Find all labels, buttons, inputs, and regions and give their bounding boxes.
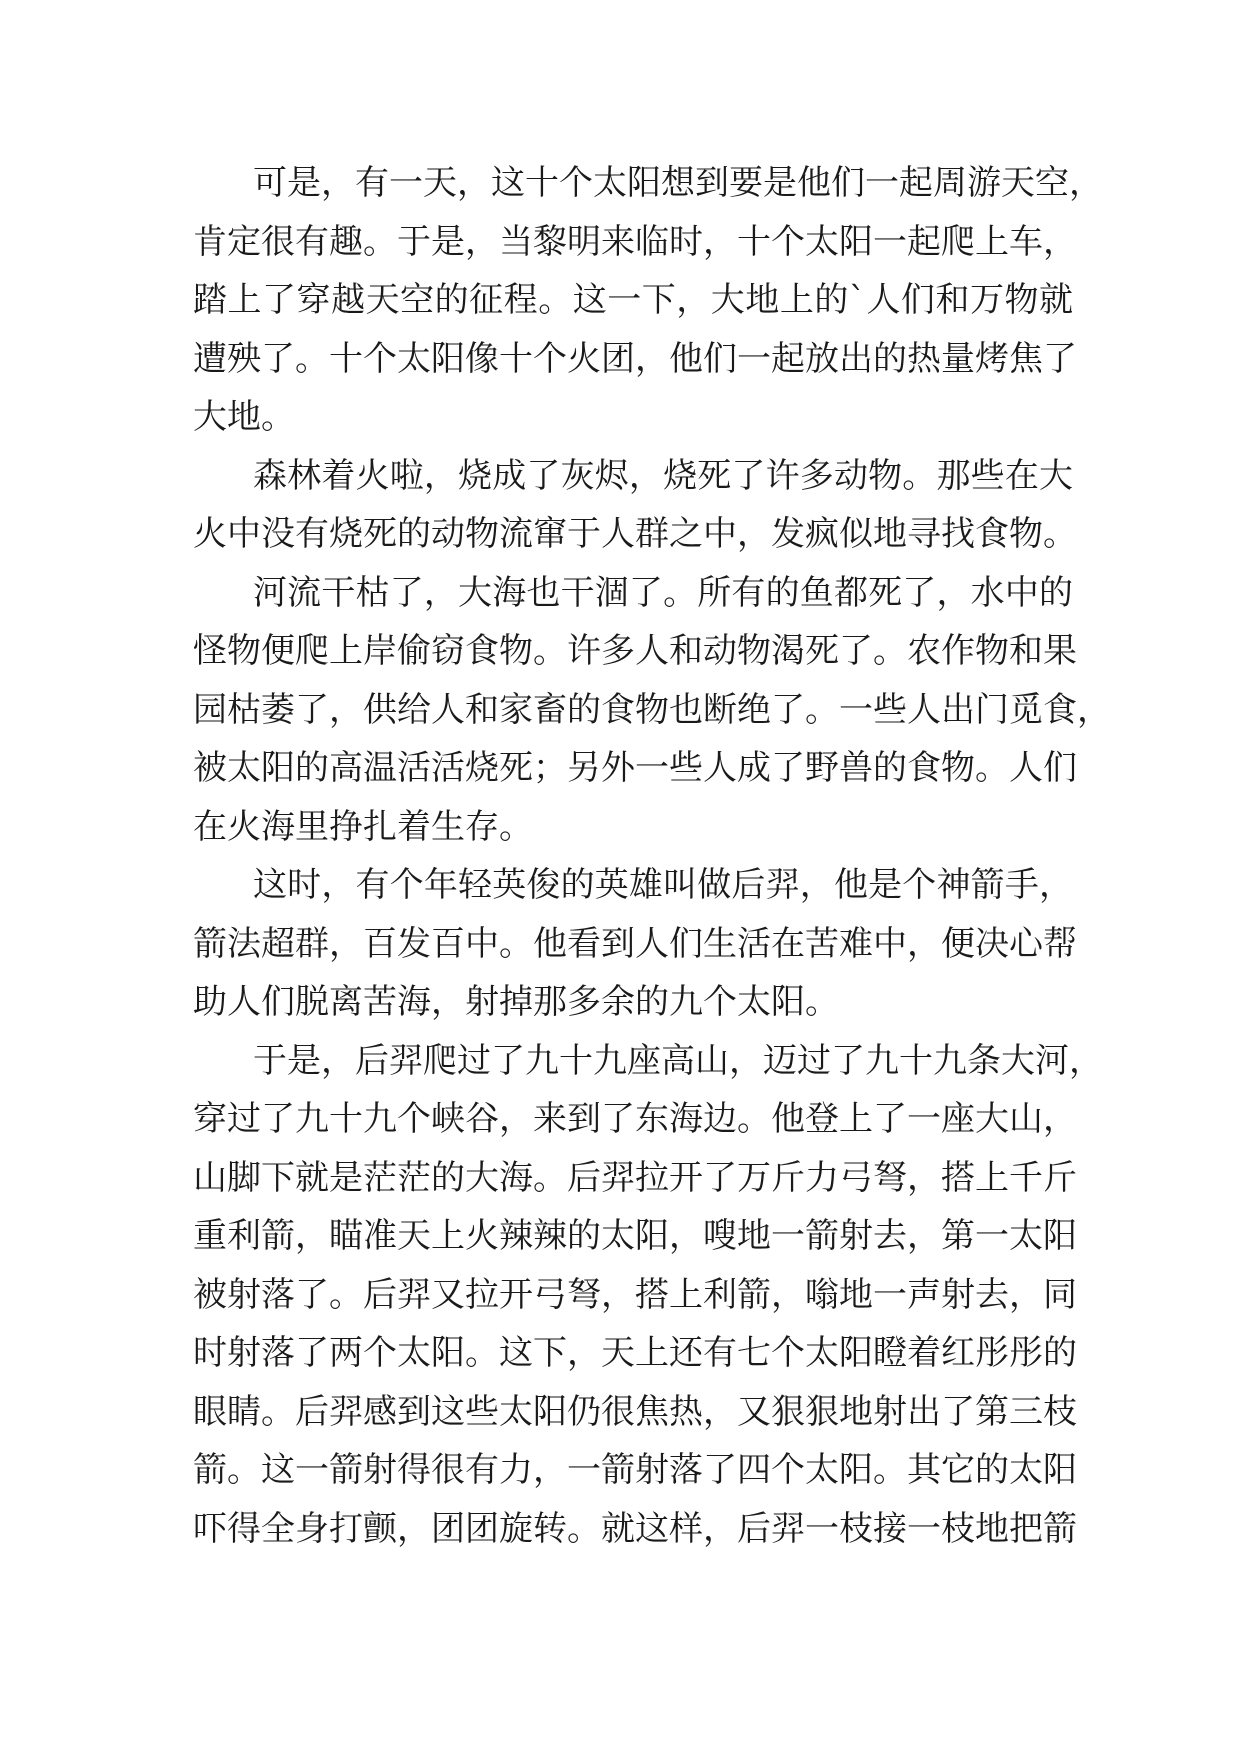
text-line: 被太阳的高温活活烧死；另外一些人成了野兽的食物。人们 bbox=[193, 748, 1077, 788]
text-line: 箭法超群，百发百中。他看到人们生活在苦难中，便决心帮 bbox=[193, 923, 1077, 964]
text-line: 可是，有一天，这十个太阳想到要是他们一起周游天空， bbox=[253, 163, 1103, 203]
text-line: 箭。这一箭射得很有力，一箭射落了四个太阳。其它的太阳 bbox=[193, 1450, 1077, 1490]
text-line: 穿过了九十九个峡谷，来到了东海边。他登上了一座大山， bbox=[193, 1099, 1077, 1139]
text-line: 森林着火啦，烧成了灰烬，烧死了许多动物。那些在大 bbox=[253, 455, 1073, 496]
text-line: 园枯萎了，供给人和家畜的食物也断绝了。一些人出门觅食， bbox=[193, 689, 1111, 730]
text-line: 遭殃了。十个太阳像十个火团，他们一起放出的热量烤焦了 bbox=[193, 338, 1077, 379]
text-line: 这时，有个年轻英俊的英雄叫做后羿，他是个神箭手， bbox=[253, 865, 1073, 905]
text-line: 怪物便爬上岸偷窃食物。许多人和动物渴死了。农作物和果 bbox=[193, 631, 1077, 671]
text-line: 河流干枯了，大海也干涸了。所有的鱼都死了，水中的 bbox=[253, 572, 1073, 613]
text-line: 肯定很有趣。于是，当黎明来临时，十个太阳一起爬上车， bbox=[193, 221, 1077, 262]
text-line: 助人们脱离苦海，射掉那多余的九个太阳。 bbox=[193, 982, 839, 1022]
text-line: 山脚下就是茫茫的大海。后羿拉开了万斤力弓弩，搭上千斤 bbox=[193, 1157, 1077, 1198]
text-line: 被射落了。后羿又拉开弓弩，搭上利箭，嗡地一声射去，同 bbox=[193, 1274, 1077, 1315]
text-line: 火中没有烧死的动物流窜于人群之中，发疯似地寻找食物。 bbox=[193, 514, 1077, 554]
text-line: 重利箭，瞄准天上火辣辣的太阳，嗖地一箭射去，第一太阳 bbox=[193, 1216, 1077, 1256]
text-line: 在火海里挣扎着生存。 bbox=[193, 806, 533, 847]
text-line: 踏上了穿越天空的征程。这一下，大地上的`人们和万物就 bbox=[193, 280, 1073, 320]
text-line: 于是，后羿爬过了九十九座高山，迈过了九十九条大河， bbox=[253, 1040, 1103, 1081]
body-text bbox=[193, 154, 1111, 1558]
text-line: 眼睛。后羿感到这些太阳仍很焦热，又狠狠地射出了第三枝 bbox=[193, 1391, 1077, 1432]
text-line: 大地。 bbox=[193, 397, 295, 437]
text-line: 时射落了两个太阳。这下，天上还有七个太阳瞪着红彤彤的 bbox=[193, 1333, 1077, 1373]
text-line: 吓得全身打颤，团团旋转。就这样，后羿一枝接一枝地把箭 bbox=[193, 1508, 1077, 1549]
